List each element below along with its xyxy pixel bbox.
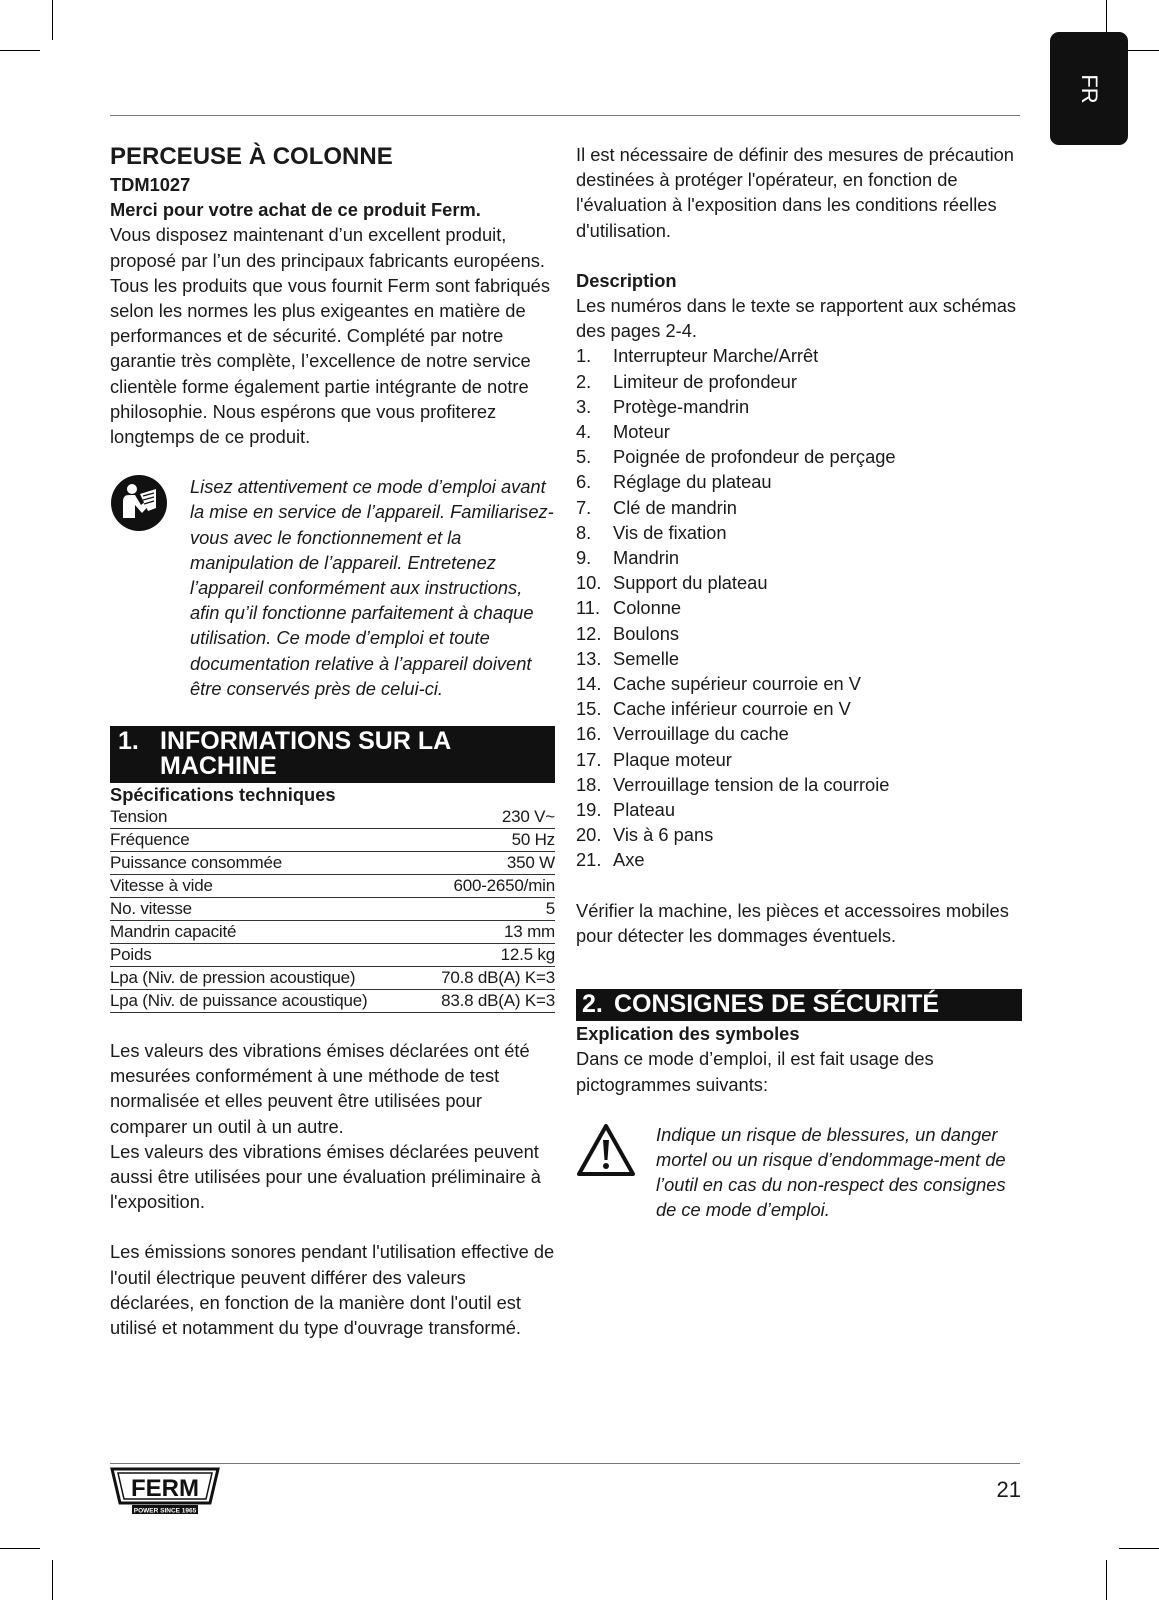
spec-row: [110, 921, 555, 944]
manual-notice: [110, 474, 555, 701]
spec-row: [110, 875, 555, 898]
list-item-number: 9.: [576, 547, 592, 569]
language-tab: [1050, 32, 1128, 145]
right-column: [576, 142, 1022, 1223]
list-item-text: Clé de mandrin: [613, 496, 737, 518]
warning-notice-text: Indique un risque de blessures, un danger mortel ou un risque d’endommage-ment de l’outil en cas du non-respect des consignes de ce mode d’emploi.: [656, 1123, 1006, 1221]
spec-row: [110, 990, 555, 1013]
list-item: [576, 520, 1022, 545]
specs-table: [110, 806, 555, 1013]
list-item: [576, 595, 1022, 620]
list-item-text: Boulons: [613, 622, 680, 644]
list-item-text: Mandrin: [613, 547, 680, 569]
list-item: [576, 646, 1022, 671]
crop-mark: [1106, 1560, 1107, 1600]
list-item-number: 4.: [576, 421, 592, 443]
document-title: PERCEUSE À COLONNE: [110, 143, 393, 170]
section-2-title: CONSIGNES DE SÉCURITÉ: [614, 990, 940, 1019]
spec-row: [110, 829, 555, 852]
list-item: [576, 797, 1022, 822]
logo-tagline: POWER SINCE 1965: [133, 1507, 197, 1515]
list-item-number: 3.: [576, 395, 592, 417]
intro-heading: Merci pour votre achat de ce produit Ferm.: [110, 199, 481, 221]
list-item: [576, 394, 1022, 419]
list-item: [576, 369, 1022, 394]
list-item: [576, 469, 1022, 494]
list-item-text: Vis de fixation: [613, 521, 727, 543]
list-item: [576, 570, 1022, 595]
spec-label: Lpa (Niv. de puissance acoustique): [110, 990, 419, 1013]
spec-value: 5: [419, 898, 556, 921]
spec-row: [110, 898, 555, 921]
spec-value: 350 W: [419, 852, 556, 875]
list-item-text: Interrupteur Marche/Arrêt: [613, 345, 819, 367]
spec-value: 83.8 dB(A) K=3: [419, 990, 556, 1013]
crop-mark: [1119, 1548, 1159, 1549]
vibration-text-2: Les valeurs des vibrations émises déclarées peuvent aussi être utilisées pour une évaluation préliminaire à l'exposition.: [110, 1140, 541, 1213]
intro-body: Vous disposez maintenant d’un excellent produit, proposé par l’un des principaux fabricants européens. Tous les produits que vous fournit Ferm sont fabriqués selon les normes les plus exigeantes en matière de performances et de sécurité. Complété par notre garantie très complète, l’excellence de notre service clientèle forme également partie intégrante de notre philosophie. Nous espérons que vous profiterez longtemps de ce produit.: [110, 224, 550, 448]
spec-label: Mandrin capacité: [110, 921, 419, 944]
list-item-number: 14.: [576, 673, 602, 695]
manual-reading-icon: [110, 474, 168, 532]
list-item-number: 2.: [576, 370, 592, 392]
left-column: [110, 142, 555, 1340]
list-item-number: 1.: [576, 345, 592, 367]
spec-label: Puissance consommée: [110, 852, 419, 875]
list-item-number: 18.: [576, 773, 602, 795]
list-item: [576, 419, 1022, 444]
list-item: [576, 696, 1022, 721]
list-item-number: 13.: [576, 647, 602, 669]
description-list: [576, 343, 1022, 872]
spec-row: [110, 852, 555, 875]
spec-value: 600-2650/min: [419, 875, 556, 898]
list-item-text: Moteur: [613, 421, 670, 443]
list-item-number: 6.: [576, 471, 592, 493]
list-item: [576, 545, 1022, 570]
warning-notice: [576, 1122, 1022, 1223]
list-item-text: Plaque moteur: [613, 748, 732, 770]
list-item: [576, 621, 1022, 646]
description-heading: Description: [576, 269, 677, 291]
language-tab-label: FR: [1077, 73, 1102, 104]
spec-label: Fréquence: [110, 829, 419, 852]
ferm-logo: [110, 1465, 220, 1520]
list-item-text: Réglage du plateau: [613, 471, 772, 493]
list-item-text: Poignée de profondeur de perçage: [613, 446, 896, 468]
list-item-text: Plateau: [613, 799, 676, 821]
specs-heading: Spécifications techniques: [110, 784, 336, 806]
crop-mark: [0, 1548, 40, 1549]
list-item-text: Axe: [613, 849, 645, 871]
list-item: [576, 847, 1022, 872]
section-1-number: 1.: [118, 727, 139, 756]
crop-mark: [52, 1560, 53, 1600]
list-item-text: Verrouillage tension de la courroie: [613, 773, 890, 795]
list-item-text: Semelle: [613, 647, 680, 669]
list-item-number: 21.: [576, 849, 602, 871]
crop-mark: [0, 50, 40, 51]
list-item-text: Colonne: [613, 597, 682, 619]
list-item-text: Support du plateau: [613, 572, 768, 594]
section-2-number: 2.: [582, 990, 603, 1019]
list-item: [576, 822, 1022, 847]
spec-row: [110, 967, 555, 990]
symbols-heading: Explication des symboles: [576, 1023, 800, 1045]
precaution-text: Il est nécessaire de définir des mesures de précaution destinées à protéger l'opérateur, en fonction de l'évaluation à l'exposition dans les conditions réelles d'utilisation.: [576, 144, 1014, 241]
list-item-number: 20.: [576, 824, 602, 846]
list-item: [576, 343, 1022, 368]
list-item-number: 7.: [576, 496, 592, 518]
list-item-number: 8.: [576, 521, 592, 543]
list-item-number: 12.: [576, 622, 602, 644]
logo-brand: FERM: [131, 1475, 199, 1502]
page-number: 21: [996, 1477, 1021, 1502]
list-item: [576, 495, 1022, 520]
crop-mark: [52, 0, 53, 40]
list-item-number: 19.: [576, 799, 602, 821]
list-item: [576, 721, 1022, 746]
spec-value: 12.5 kg: [419, 944, 556, 967]
header-rule: [110, 115, 1020, 116]
list-item-number: 5.: [576, 446, 592, 468]
section-1-heading: [110, 726, 555, 783]
list-item-number: 17.: [576, 748, 602, 770]
spec-row: [110, 944, 555, 967]
symbols-intro: Dans ce mode d’emploi, il est fait usage des pictogrammes suivants:: [576, 1048, 934, 1095]
list-item-text: Cache inférieur courroie en V: [613, 698, 851, 720]
vibration-text: Les valeurs des vibrations émises déclarées ont été mesurées conformément à une méthode de test normalisée et elles peuvent être utilisées pour comparer un outil à un autre.: [110, 1040, 530, 1137]
check-text: Vérifier la machine, les pièces et accessoires mobiles pour détecter les dommages éventuels.: [576, 899, 1009, 946]
manual-notice-text: Lisez attentivement ce mode d’emploi avant la mise en service de l’appareil. Familiarisez-vous avec le fonctionnement et la manipulation de l’appareil. Entretenez l’appareil conformément aux instructions, afin qu’il fonctionne parfaitement à chaque utilisation. Ce mode d’emploi et toute documentation relative à l’appareil doivent être conservés près de celui-ci.: [190, 476, 554, 699]
spec-label: Lpa (Niv. de pression acoustique): [110, 967, 419, 990]
spec-value: 13 mm: [419, 921, 556, 944]
list-item-number: 10.: [576, 572, 602, 594]
section-1-title: INFORMATIONS SUR LA MACHINE: [160, 727, 451, 781]
spec-row: [110, 806, 555, 829]
list-item-text: Verrouillage du cache: [613, 723, 789, 745]
spec-label: Vitesse à vide: [110, 875, 419, 898]
noise-text: Les émissions sonores pendant l'utilisation effective de l'outil électrique peuvent différer des valeurs déclarées, en fonction de la manière dont l'outil est utilisé et notamment du type d'ouvrage transformé.: [110, 1241, 555, 1339]
list-item-number: 16.: [576, 723, 602, 745]
list-item: [576, 772, 1022, 797]
warning-triangle-icon: [576, 1122, 636, 1178]
list-item: [576, 671, 1022, 696]
spec-value: 50 Hz: [419, 829, 556, 852]
description-intro: Les numéros dans le texte se rapportent aux schémas des pages 2-4.: [576, 295, 1017, 342]
list-item-number: 11.: [576, 597, 601, 619]
spec-value: 70.8 dB(A) K=3: [419, 967, 556, 990]
list-item-text: Protège-mandrin: [613, 395, 750, 417]
list-item-text: Limiteur de profondeur: [613, 370, 797, 392]
spec-label: No. vitesse: [110, 898, 419, 921]
list-item: [576, 747, 1022, 772]
spec-label: Poids: [110, 944, 419, 967]
footer-rule: [110, 1463, 1020, 1464]
list-item-text: Cache supérieur courroie en V: [613, 673, 861, 695]
spec-value: 230 V~: [419, 806, 556, 829]
model-number: TDM1027: [110, 174, 191, 195]
section-2-heading: [576, 989, 1022, 1021]
list-item-number: 15.: [576, 698, 602, 720]
list-item: [576, 444, 1022, 469]
list-item-text: Vis à 6 pans: [613, 824, 714, 846]
spec-label: Tension: [110, 806, 419, 829]
